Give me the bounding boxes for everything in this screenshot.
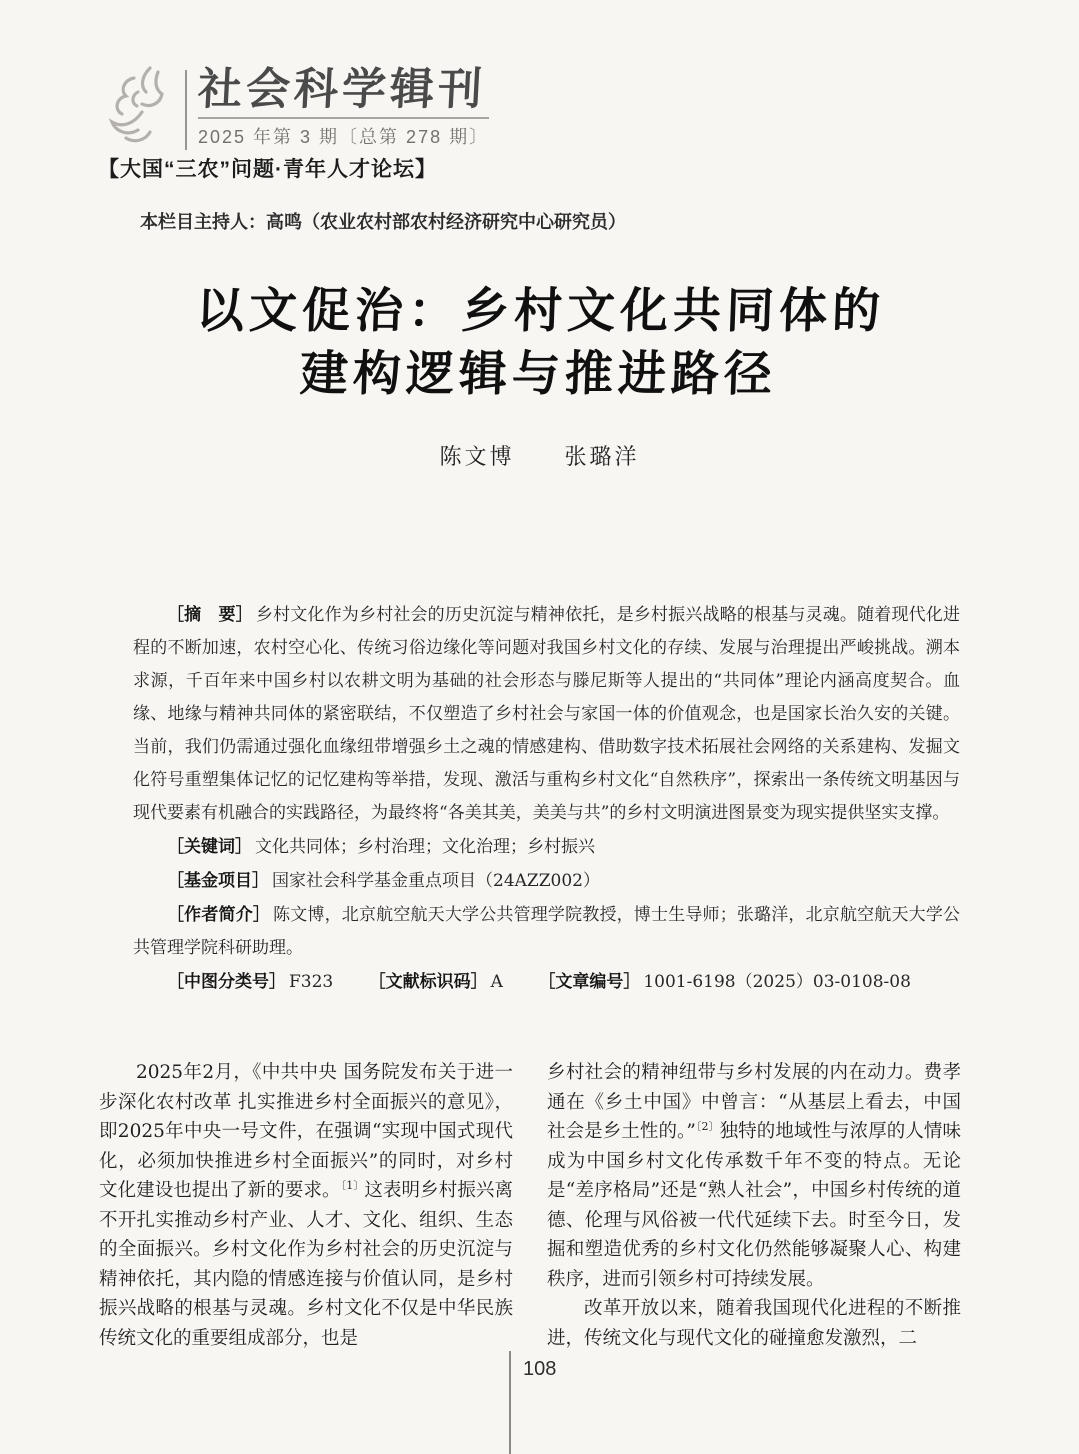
abstract-paragraph [133,598,960,830]
body-paragraph [99,1058,513,1353]
doc-code-label: ［文献标识码］ [368,972,488,991]
keywords-text: 文化共同体；乡村治理；文化治理；乡村振兴 [255,837,595,857]
article-no-pair [538,972,911,992]
page-number: 108 [523,1358,557,1380]
clc-value: F323 [289,972,334,992]
body-text: 这表明乡村振兴离不开扎实推动乡村产业、人才、文化、组织、生态的全面振兴。乡村文化作为乡村社会的历史沉淀与精神依托，其内隐的情感连接与价值认同，是乡村振兴战略的根基与灵魂。乡村文化不仅是中华民族传统文化的重要组成部分，也是 [99,1180,513,1349]
classification-line [133,965,960,999]
body-paragraph: 改革开放以来，随着我国现代化进程的不断推进，传统文化与现代文化的碰撞愈发激烈，二 [547,1298,961,1349]
issue-info: 2025 年第 3 期〔总第 278 期〕 [198,117,489,149]
body-text: 乡村社会的精神纽带与乡村发展的内在动力。费孝通在《乡土中国》中曾言：“从基层上看去，中国社会是乡土性的。” [547,1062,961,1142]
abstract-text: 乡村文化作为乡村社会的历史沉淀与精神依托，是乡村振兴战略的根基与灵魂。随着现代化进程的不断加速，农村空心化、传统习俗边缘化等问题对我国乡村文化的存续、发展与治理提出严峻挑战。溯本求源，千百年来中国乡村以农耕文明为基础的社会形态与滕尼斯等人提出的“共同体”理论内涵高度契合。血缘、地缘与精神共同体的紧密联结，不仅塑造了乡村社会与家国一体的价值观念，也是国家长治久安的关键。当前，我们仍需通过强化血缘纽带增强乡土之魂的情感建构、借助数字技术拓展社会网络的关系建构、发掘文化符号重塑集体记忆的记忆建构等举措，发现、激活与重构乡村文化“自然秩序”，探索出一条传统文明基因与现代要素有机融合的实践路径，为最终将“各美其美，美美与共”的乡村文明演进图景变为现实提供坚实支撑。 [133,605,960,823]
body-paragraph [547,1058,961,1294]
journal-name: 社会科学辑刊 [196,64,488,115]
article-no-label: ［文章编号］ [538,972,641,991]
author-bio-paragraph [133,898,960,965]
masthead [98,62,489,154]
footer-divider [509,1351,511,1454]
article-title [0,280,1079,406]
column-section-title: 【大国“三农”问题·青年人才论坛】 [98,158,437,181]
fund-label: ［基金项目］ [167,871,269,890]
column-host-line: 本栏目主持人：高鸣（农业农村部农村经济研究中心研究员） [140,212,626,232]
fund-paragraph [133,864,960,898]
author-bio-label: ［作者简介］ [167,905,271,924]
footnote-ref-1: 〔1〕 [340,1178,365,1192]
fund-text: 国家社会科学基金重点项目（24AZZ002） [272,871,600,891]
article-title-line2: 建构逻辑与推进路径 [298,346,778,402]
body-column-right [547,1058,961,1353]
keywords-label: ［关键词］ [167,837,252,856]
footnote-ref-2: 〔2〕 [695,1119,720,1133]
clc-pair [167,972,333,992]
body-text: 2025年2月，《中共中央 国务院发布关于进一步深化农村改革 扎实推进乡村全面振兴的意见》，即2025年中央一号文件，在强调“实现中国式现代化，必须加快推进乡村全面振兴”的同时，对乡村文化建设也提出了新的要求。 [99,1062,513,1201]
article-no-value: 1001-6198（2025）03-0108-08 [643,972,911,992]
authors: 陈文博 张璐洋 [439,445,640,470]
logo-divider [185,70,187,150]
doc-code-value: A [490,972,503,992]
body-text: 独特的地域性与浓厚的人情味成为中国乡村文化传承数千年不变的特点。无论是“差序格局”还是“熟人社会”，中国乡村传统的道德、伦理与风俗被一代代延续下去。时至今日，发掘和塑造优秀的乡村文化仍然能够凝聚人心、构建秩序，进而引领乡村可持续发展。 [547,1121,961,1290]
clc-label: ［中图分类号］ [167,972,286,991]
phoenix-logo-icon [98,62,174,154]
body-columns [99,1058,961,1353]
article-title-line1: 以文促治：乡村文化共同体的 [195,283,887,339]
front-matter [133,598,960,999]
author-bio-text: 陈文博，北京航空航天大学公共管理学院教授，博士生导师；张璐洋，北京航空航天大学公共管理学院科研助理。 [133,905,961,958]
keywords-paragraph [133,830,960,864]
logo-text-block [198,62,489,154]
body-column-left [99,1058,513,1353]
doc-code-pair [369,972,503,992]
abstract-label: ［摘 要］ [167,605,253,624]
